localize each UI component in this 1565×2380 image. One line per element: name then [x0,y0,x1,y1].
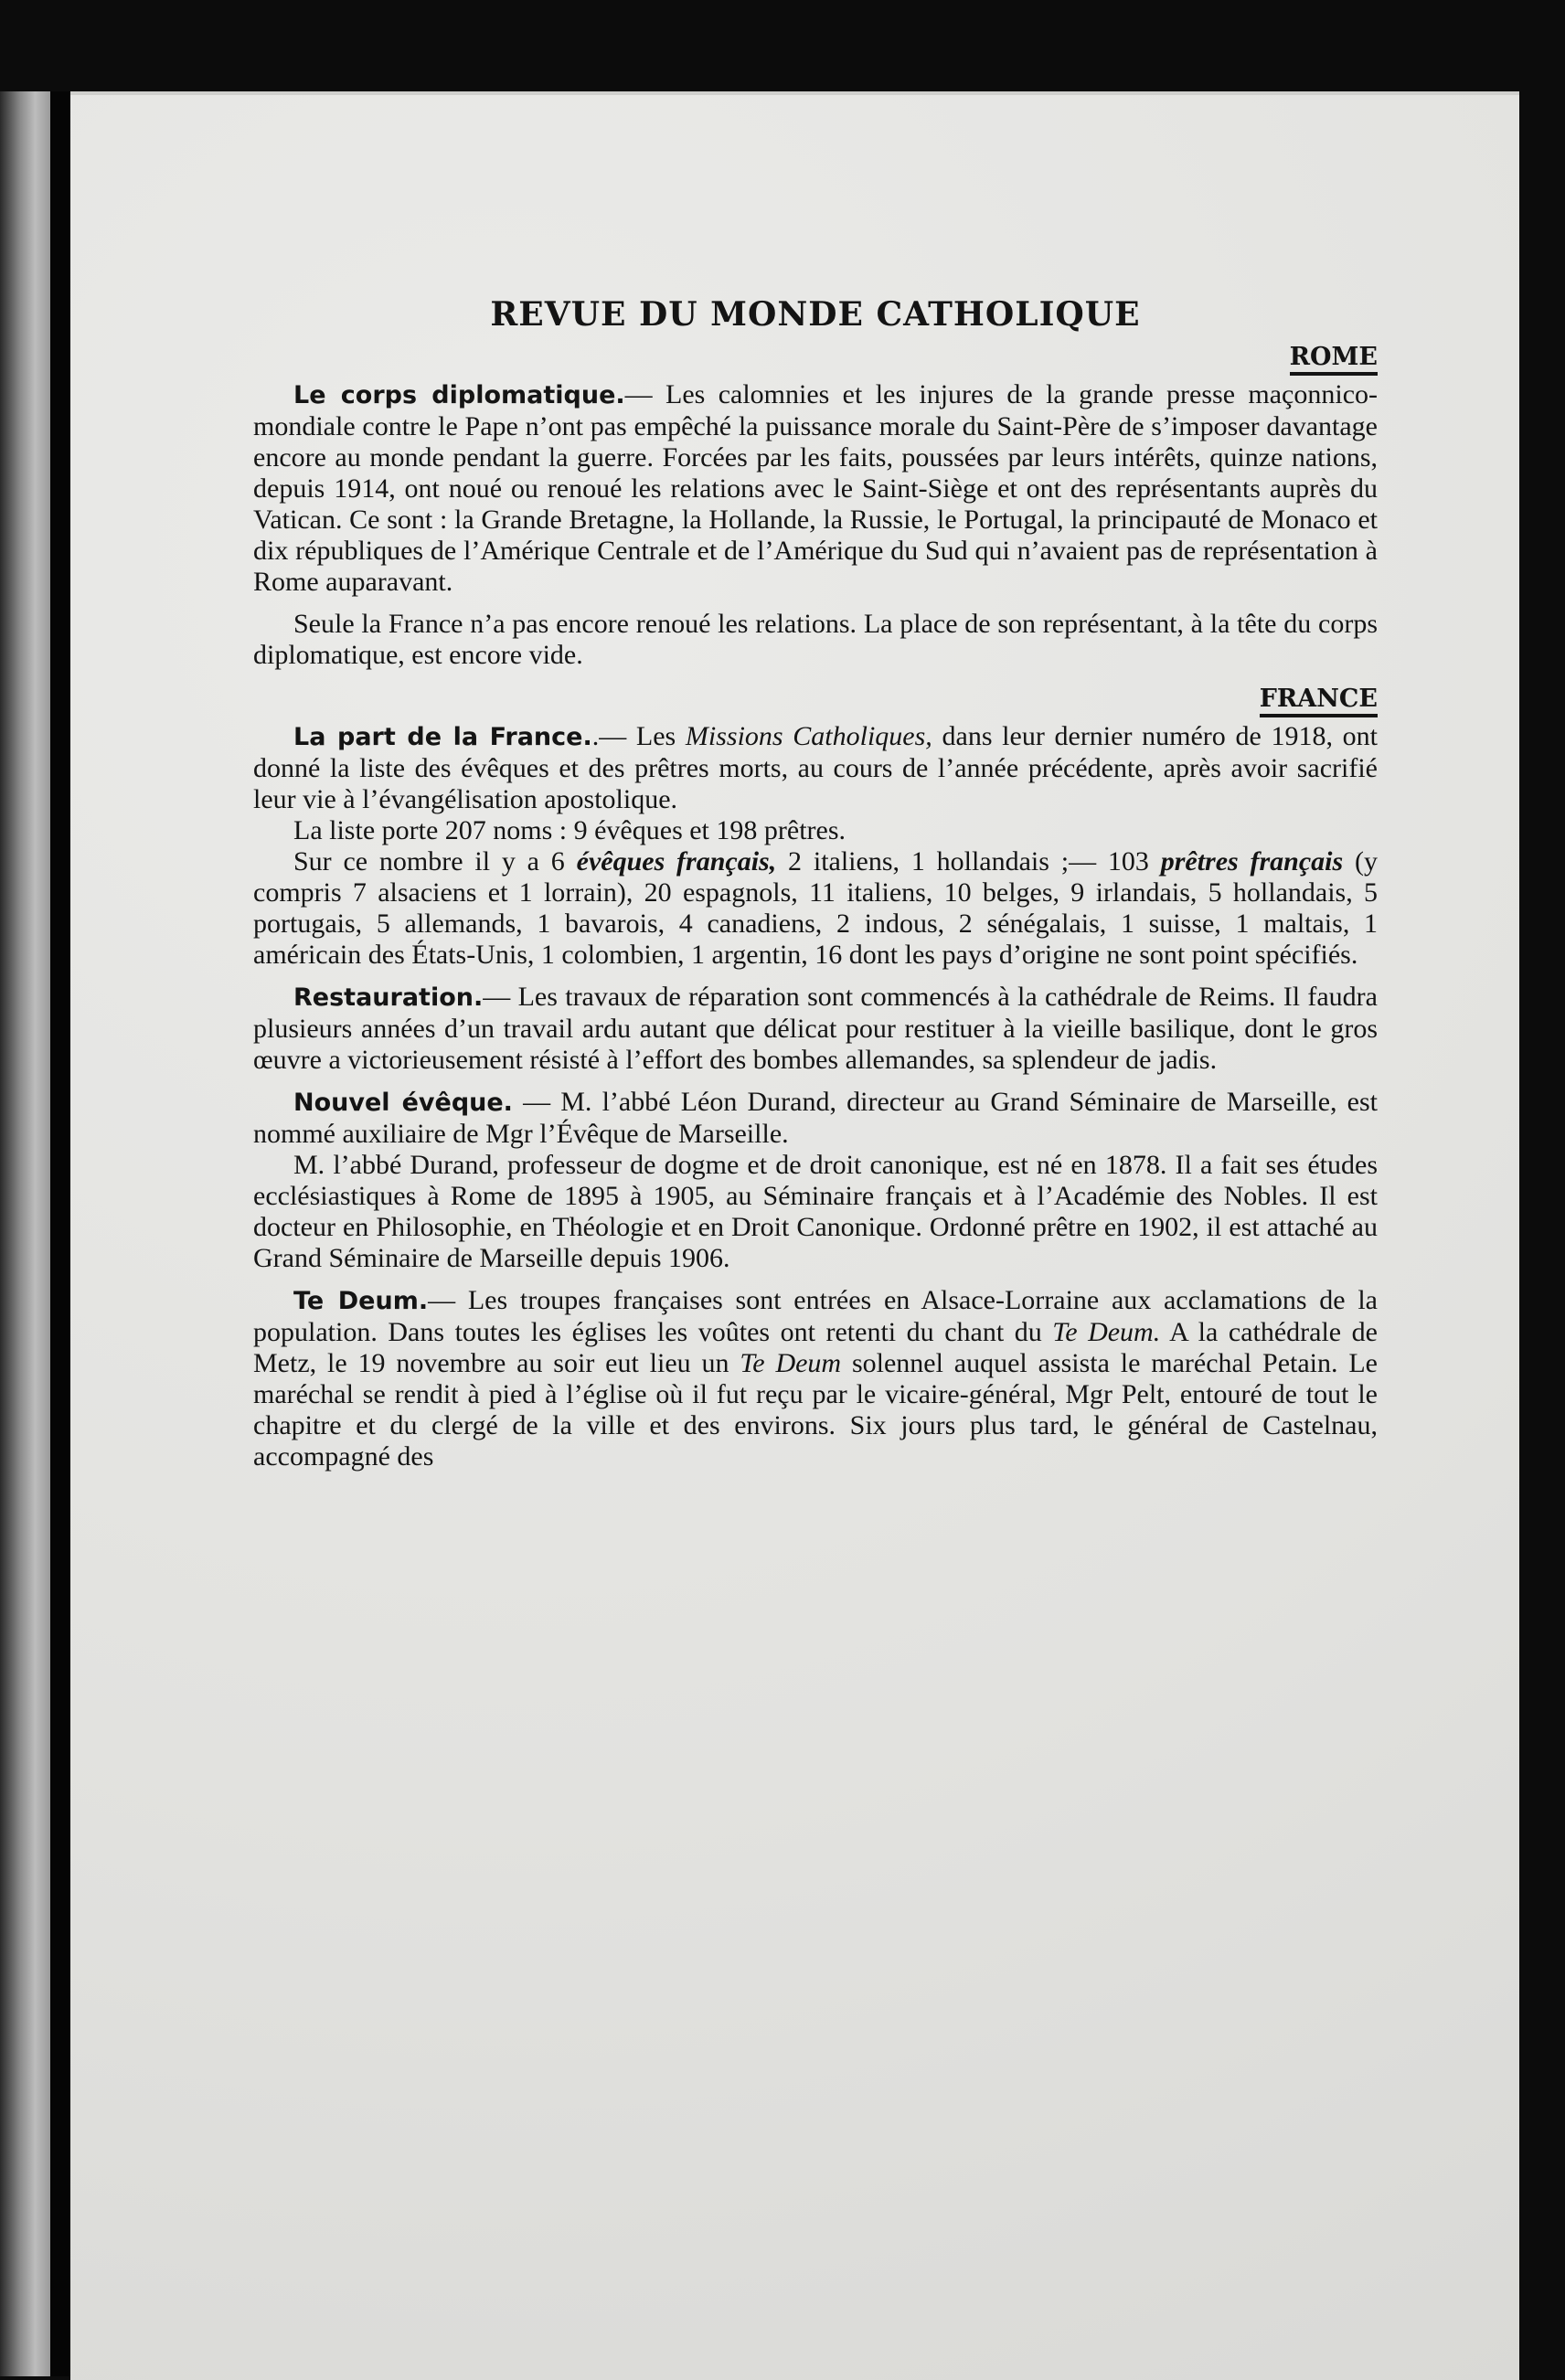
paragraph-sur-ce-nombre [253,846,1378,971]
paragraph-italic: Te Deum. [1052,1317,1161,1347]
paragraph-lead: Nouvel évêque. [293,1089,513,1117]
section-heading-rome: ROME [253,340,1378,374]
paragraph-italic: Missions Catholiques, [685,721,932,751]
paragraph-lead: Te Deum. [293,1287,429,1315]
paragraph-italic: évêques français, [576,846,777,877]
paragraph-lead: Le corps diplomatique. [293,381,625,409]
paragraph-text: — M. l’abbé Léon Durand, directeur au Grand Séminaire de Marseille, est nommé auxiliaire de Mgr l’Évêque de Marseille. [253,1087,1378,1149]
paragraph-italic: Te Deum [740,1348,842,1378]
paragraph-text: .— Les [591,721,686,751]
paragraph-text: 2 italiens, 1 hollandais ;— 103 [776,846,1161,877]
paragraph-corps-diplomatique [253,379,1378,598]
paragraph-text: dans leur dernier numéro de 1918, ont donné la liste des évêques et des prêtres morts, au cours de l’année précédente, après avoir sacrifié leur vie à l’évangélisation apostolique. [253,721,1378,814]
paragraph-te-deum [253,1285,1378,1472]
section-heading-france: FRANCE [253,682,1378,716]
paragraph-abbe-durand [253,1150,1378,1274]
paragraph-text: solennel auquel assista le maréchal Petain. Le maréchal se rendit à pied à l’église où il fut reçu par le vicaire-général, Mgr Pelt, entouré de tout le chapitre et du clergé de la ville et des environs. Six jours plus tard, le général de Castelnau, accompagné des [253,1348,1378,1472]
paragraph-nouvel-eveque [253,1087,1378,1150]
paragraph-restauration [253,982,1378,1076]
previous-page-edge [0,91,50,2376]
paragraph-text: A la cathédrale de Metz, le 19 novembre au soir eut lieu un [253,1317,1378,1378]
paragraph-text: M. l’abbé Durand, professeur de dogme et de droit canonique, est né en 1878. Il a fait ses études ecclésiastiques à Rome de 1895 à 1905, au Séminaire français et à l’Académie des Nobles. Il est docteur en Philosophie, en Théologie et en Droit Canonique. Ordonné prêtre en 1902, il est attaché au Grand Séminaire de Marseille depuis 1906. [253,1150,1378,1273]
paragraph-text: — Les troupes françaises sont entrées en Alsace-Lorraine aux acclamations de la population. Dans toutes les églises les voûtes ont retenti du chant du [253,1285,1378,1347]
page-title: REVUE DU MONDE CATHOLIQUE [490,295,1141,334]
paragraph-italic: prêtres français [1160,846,1344,877]
paragraph-text: — Les calomnies et les injures de la grande presse maçonnico-mondiale contre le Pape n’ont pas empêché la puissance morale du Saint-Père de s’imposer davantage encore au monde pendant la guerre. Forcées par les faits, poussées par leurs intérêts, quinze nations, depuis 1914, ont noué ou renoué les relations avec le Saint-Siège et ont des représentants auprès du Vatican. Ce sont : la Grande Bretagne, la Hollande, la Russie, le Portugal, la principauté de Monaco et dix républiques de l’Amérique Centrale et de l’Amérique du Sud qui n’avaient pas de représentation à Rome auparavant. [253,379,1378,597]
paragraph-text: La liste porte 207 noms : 9 évêques et 198 prêtres. [293,815,846,845]
paragraph-lead: La part de la France. [293,723,592,751]
paragraph-text: (y compris 7 alsaciens et 1 lorrain), 20 espagnols, 11 italiens, 10 belges, 9 irlandais, 5 hollandais, 5 portugais, 5 allemands, 1 bavarois, 4 canadiens, 2 indous, 2 sénégalais, 1 suisse, 1 maltais, 1 américain des États-Unis, 1 colombien, 1 argentin, 16 dont les pays d’origine ne sont point spécifiés. [253,846,1379,970]
paragraph-liste-porte [253,815,1378,846]
paragraph-part-de-la-france [253,721,1378,815]
paragraph-text: Seule la France n’a pas encore renoué les relations. La place de son représentant, à la tête du corps diplomatique, est encore vide. [253,609,1378,670]
document-page [70,91,1519,2380]
paragraph-lead: Restauration. [293,983,484,1012]
paragraph-text: Sur ce nombre il y a 6 [293,846,577,877]
paragraph-seule-la-france [253,609,1378,671]
paragraph-text: — Les travaux de réparation sont commencés à la cathédrale de Reims. Il faudra plusieurs années d’un travail ardu autant que délicat pour restituer à la vieille basilique, dont le gros œuvre a victorieusement résisté à l’effort des bombes allemandes, sa splendeur de jadis. [253,982,1378,1075]
page-content [253,296,1378,1483]
book-spine [50,91,70,2376]
